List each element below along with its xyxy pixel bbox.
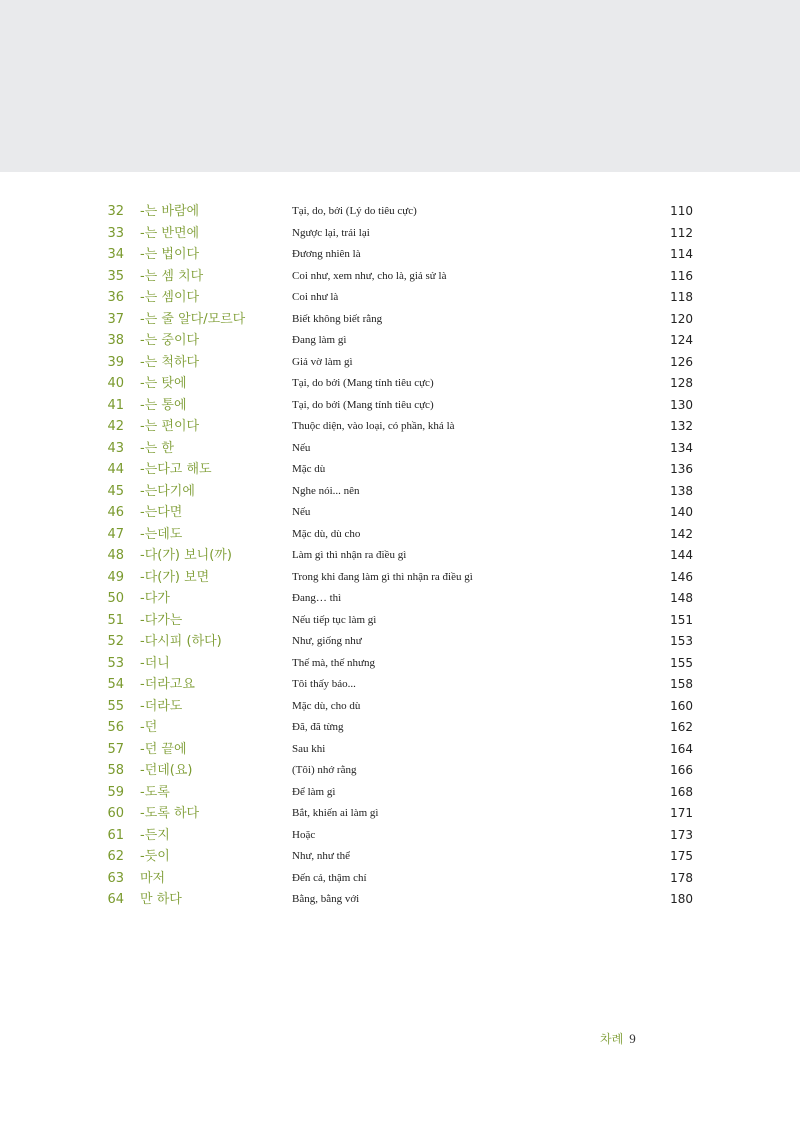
entry-meaning: (Tôi) nhớ rằng bbox=[292, 764, 357, 776]
toc-row bbox=[0, 868, 800, 890]
toc-row bbox=[0, 588, 800, 610]
entry-grammar: -는 줄 알다/모르다 bbox=[140, 311, 246, 327]
toc-row bbox=[0, 803, 800, 825]
entry-meaning: Đương nhiên là bbox=[292, 248, 361, 260]
toc-row bbox=[0, 223, 800, 245]
entry-number: 40 bbox=[107, 376, 124, 391]
entry-number: 46 bbox=[107, 505, 124, 520]
toc-row bbox=[0, 674, 800, 696]
entry-grammar: -는 중이다 bbox=[140, 333, 200, 348]
entry-page: 136 bbox=[670, 462, 693, 476]
entry-number: 38 bbox=[107, 333, 124, 348]
entry-grammar: -는다면 bbox=[140, 505, 183, 520]
entry-number: 50 bbox=[107, 591, 124, 606]
entry-page: 175 bbox=[670, 849, 693, 863]
toc-row bbox=[0, 373, 800, 395]
entry-number: 49 bbox=[107, 569, 124, 585]
entry-meaning: Nếu bbox=[292, 441, 311, 454]
toc-row bbox=[0, 524, 800, 546]
entry-page: 151 bbox=[670, 612, 693, 627]
entry-grammar: -는 셈 치다 bbox=[140, 268, 204, 284]
entry-number: 59 bbox=[107, 784, 124, 800]
toc-row bbox=[0, 696, 800, 718]
toc-row bbox=[0, 244, 800, 266]
entry-page: 148 bbox=[670, 591, 693, 605]
entry-meaning: Đang làm gì bbox=[292, 334, 347, 346]
entry-grammar: -더라고요 bbox=[140, 677, 195, 692]
entry-number: 47 bbox=[107, 526, 124, 542]
entry-meaning: Nghe nói... nên bbox=[292, 484, 360, 497]
entry-number: 64 bbox=[107, 892, 124, 907]
entry-page: 144 bbox=[670, 548, 693, 562]
toc-row bbox=[0, 395, 800, 417]
entry-page: 153 bbox=[670, 634, 693, 648]
entry-page: 116 bbox=[670, 268, 693, 283]
entry-page: 162 bbox=[670, 720, 693, 734]
toc-row bbox=[0, 309, 800, 331]
entry-meaning: Đã, đã từng bbox=[292, 721, 344, 733]
entry-meaning: Để làm gì bbox=[292, 785, 336, 798]
entry-meaning: Coi như, xem như, cho là, giả sử là bbox=[292, 269, 447, 282]
entry-page: 112 bbox=[670, 225, 693, 240]
header-band bbox=[0, 0, 800, 172]
entry-meaning: Tại, do, bởi (Lý do tiêu cực) bbox=[292, 205, 417, 217]
toc-row bbox=[0, 567, 800, 589]
entry-grammar: -다가 bbox=[140, 591, 170, 606]
entry-grammar: -다가는 bbox=[140, 612, 183, 628]
entry-meaning: Làm gì thì nhận ra điều gì bbox=[292, 549, 407, 561]
entry-number: 36 bbox=[107, 290, 124, 305]
entry-number: 45 bbox=[107, 483, 124, 499]
entry-grammar: -는 법이다 bbox=[140, 247, 200, 262]
entry-page: 128 bbox=[670, 376, 693, 390]
toc-row bbox=[0, 438, 800, 460]
entry-meaning: Hoặc bbox=[292, 828, 316, 841]
toc-row bbox=[0, 782, 800, 804]
entry-page: 124 bbox=[670, 333, 693, 347]
toc-row bbox=[0, 846, 800, 868]
entry-number: 57 bbox=[107, 741, 124, 757]
entry-page: 132 bbox=[670, 419, 693, 433]
toc-row bbox=[0, 502, 800, 524]
entry-grammar: -는다기에 bbox=[140, 483, 195, 499]
entry-meaning: Giả vờ làm gì bbox=[292, 355, 353, 368]
entry-number: 62 bbox=[107, 849, 124, 864]
toc-row bbox=[0, 889, 800, 911]
toc-row bbox=[0, 201, 800, 223]
toc-row bbox=[0, 631, 800, 653]
entry-page: 164 bbox=[670, 741, 693, 756]
entry-grammar: -던데(요) bbox=[140, 763, 193, 778]
toc-row bbox=[0, 266, 800, 288]
entry-number: 52 bbox=[107, 634, 124, 649]
entry-meaning: Nếu tiếp tục làm gì bbox=[292, 613, 377, 626]
entry-grammar: -는 척하다 bbox=[140, 354, 200, 370]
entry-grammar: -다(가) 보면 bbox=[140, 569, 210, 585]
toc-row bbox=[0, 481, 800, 503]
entry-meaning: Như, giống như bbox=[292, 635, 362, 647]
entry-number: 37 bbox=[107, 311, 124, 327]
entry-meaning: Biết không biết rằng bbox=[292, 312, 383, 325]
toc-row bbox=[0, 330, 800, 352]
entry-grammar: -더니 bbox=[140, 655, 170, 671]
entry-meaning: Tại, do bởi (Mang tính tiêu cực) bbox=[292, 377, 434, 389]
entry-grammar: -던 bbox=[140, 720, 158, 735]
entry-number: 39 bbox=[107, 354, 124, 370]
entry-meaning: Đến cả, thậm chí bbox=[292, 871, 367, 884]
entry-page: 140 bbox=[670, 505, 693, 519]
entry-meaning: Như, như thể bbox=[292, 850, 351, 862]
entry-grammar: -는 통에 bbox=[140, 397, 187, 413]
entry-number: 43 bbox=[107, 440, 124, 456]
entry-page: 178 bbox=[670, 870, 693, 885]
entry-number: 60 bbox=[107, 806, 124, 821]
entry-page: 114 bbox=[670, 247, 693, 261]
toc-row bbox=[0, 287, 800, 309]
entry-number: 32 bbox=[107, 204, 124, 219]
entry-grammar: -는 바람에 bbox=[140, 204, 200, 219]
entry-page: 138 bbox=[670, 483, 693, 498]
entry-meaning: Mặc dù bbox=[292, 463, 326, 475]
entry-grammar: -는데도 bbox=[140, 526, 183, 542]
entry-meaning: Tôi thấy bảo... bbox=[292, 678, 356, 690]
toc-row bbox=[0, 653, 800, 675]
entry-meaning: Bắt, khiến ai làm gì bbox=[292, 807, 379, 819]
entry-meaning: Sau khi bbox=[292, 742, 326, 755]
entry-page: 173 bbox=[670, 827, 693, 842]
entry-meaning: Nếu bbox=[292, 506, 311, 518]
entry-page: 146 bbox=[670, 569, 693, 584]
entry-page: 126 bbox=[670, 354, 693, 369]
toc-row bbox=[0, 760, 800, 782]
entry-page: 180 bbox=[670, 892, 693, 906]
entry-grammar: -다(가) 보니(까) bbox=[140, 548, 232, 563]
entry-page: 171 bbox=[670, 806, 693, 820]
entry-page: 110 bbox=[670, 204, 693, 218]
entry-page: 168 bbox=[670, 784, 693, 799]
table-of-contents bbox=[0, 201, 800, 911]
entry-meaning: Bằng, bằng với bbox=[292, 893, 360, 905]
toc-row bbox=[0, 459, 800, 481]
toc-row bbox=[0, 717, 800, 739]
entry-number: 54 bbox=[107, 677, 124, 692]
entry-meaning: Mặc dù, dù cho bbox=[292, 527, 361, 540]
footer-label: 차례 bbox=[600, 1032, 624, 1046]
toc-row bbox=[0, 545, 800, 567]
entry-page: 120 bbox=[670, 311, 693, 326]
entry-meaning: Mặc dù, cho dù bbox=[292, 699, 361, 712]
entry-number: 34 bbox=[107, 247, 124, 262]
entry-grammar: -는 셈이다 bbox=[140, 290, 200, 305]
footer-page-number: 9 bbox=[629, 1031, 636, 1046]
entry-meaning: Ngược lại, trái lại bbox=[292, 226, 370, 239]
entry-number: 35 bbox=[107, 268, 124, 284]
entry-meaning: Tại, do bởi (Mang tính tiêu cực) bbox=[292, 398, 434, 411]
entry-grammar: -도록 bbox=[140, 784, 170, 800]
entry-meaning: Coi như là bbox=[292, 291, 339, 303]
entry-number: 58 bbox=[107, 763, 124, 778]
toc-row bbox=[0, 610, 800, 632]
entry-number: 51 bbox=[107, 612, 124, 628]
toc-row bbox=[0, 825, 800, 847]
entry-grammar: -든지 bbox=[140, 827, 170, 843]
entry-grammar: 마저 bbox=[140, 870, 166, 886]
entry-page: 166 bbox=[670, 763, 693, 777]
entry-number: 53 bbox=[107, 655, 124, 671]
entry-grammar: -는 반면에 bbox=[140, 225, 200, 241]
entry-number: 33 bbox=[107, 225, 124, 241]
entry-grammar: -는 한 bbox=[140, 440, 174, 456]
toc-row bbox=[0, 416, 800, 438]
toc-row bbox=[0, 739, 800, 761]
entry-number: 61 bbox=[107, 827, 124, 843]
entry-page: 134 bbox=[670, 440, 693, 455]
entry-grammar: -다시피 (하다) bbox=[140, 634, 222, 649]
entry-meaning: Đang… thì bbox=[292, 592, 342, 604]
entry-meaning: Trong khi đang làm gì thì nhận ra điều gì bbox=[292, 570, 473, 583]
entry-page: 160 bbox=[670, 698, 693, 713]
entry-number: 55 bbox=[107, 698, 124, 714]
entry-page: 130 bbox=[670, 397, 693, 412]
entry-page: 118 bbox=[670, 290, 693, 304]
entry-number: 41 bbox=[107, 397, 124, 413]
entry-page: 142 bbox=[670, 526, 693, 541]
toc-row bbox=[0, 352, 800, 374]
entry-number: 63 bbox=[107, 870, 124, 886]
entry-page: 158 bbox=[670, 677, 693, 691]
entry-meaning: Thuộc diện, vào loại, có phần, khá là bbox=[292, 420, 455, 432]
entry-number: 42 bbox=[107, 419, 124, 434]
entry-grammar: -는 편이다 bbox=[140, 419, 200, 434]
entry-grammar: -도록 하다 bbox=[140, 806, 200, 821]
entry-grammar: 만 하다 bbox=[140, 892, 182, 907]
entry-meaning: Thế mà, thế nhưng bbox=[292, 656, 375, 669]
entry-page: 155 bbox=[670, 655, 693, 670]
entry-grammar: -던 끝에 bbox=[140, 741, 187, 757]
entry-grammar: -듯이 bbox=[140, 849, 170, 864]
entry-number: 44 bbox=[107, 462, 124, 477]
entry-grammar: -는 탓에 bbox=[140, 376, 187, 391]
entry-grammar: -더라도 bbox=[140, 698, 183, 714]
entry-number: 48 bbox=[107, 548, 124, 563]
page-footer bbox=[600, 1030, 660, 1048]
entry-grammar: -는다고 해도 bbox=[140, 462, 212, 477]
entry-number: 56 bbox=[107, 720, 124, 735]
